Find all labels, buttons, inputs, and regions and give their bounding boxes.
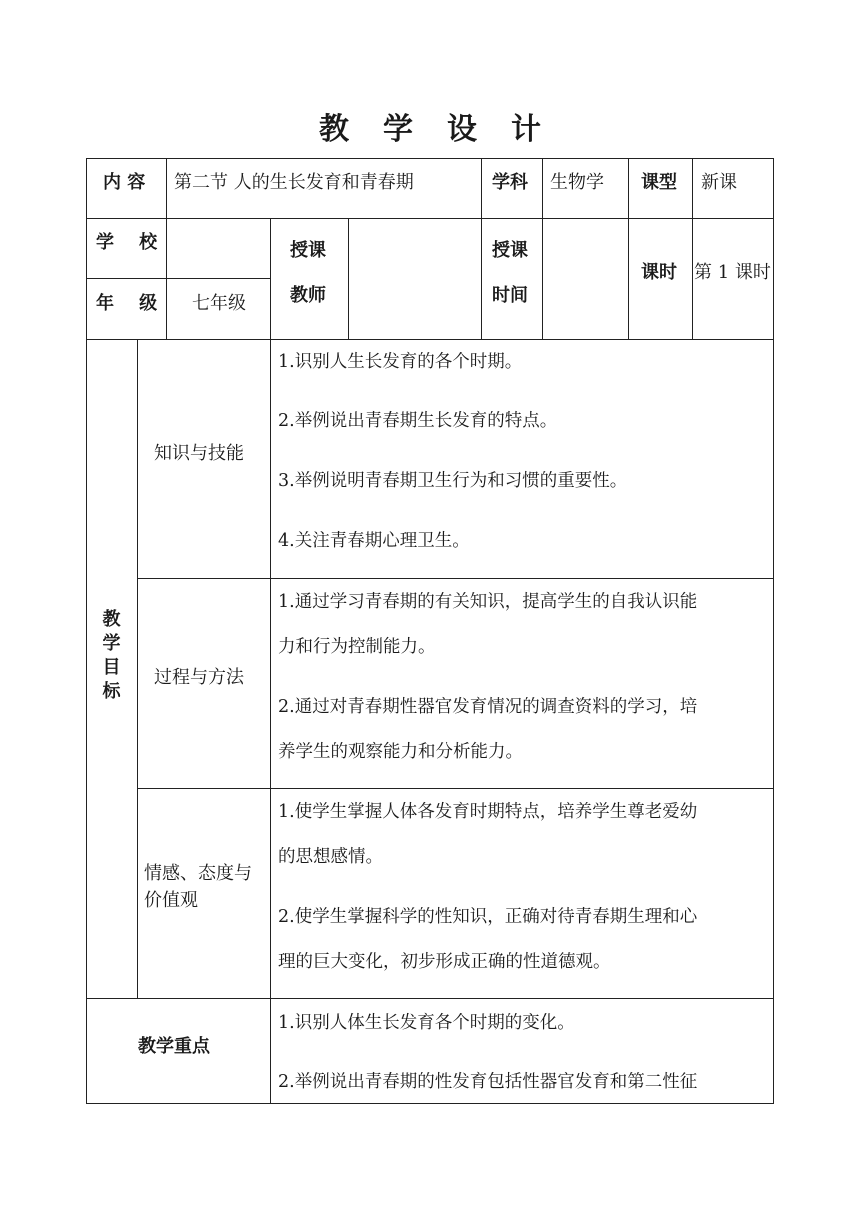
list-item: 3.举例说明青春期卫生行为和习惯的重要性。 — [278, 471, 628, 491]
page-title — [0, 104, 860, 148]
subject-label: 学科 — [492, 172, 528, 193]
text-line: 力和行为控制能力。 — [278, 637, 436, 657]
subject-value: 生物学 — [550, 172, 604, 193]
content-value: 第二节 人的生长发育和青春期 — [174, 172, 414, 193]
list-item: 4.关注青春期心理卫生。 — [278, 531, 470, 551]
school-label: 学 校 — [96, 232, 158, 253]
teacher-label-line2: 教师 — [290, 285, 326, 306]
text-line: 2.举例说出青春期的性发育包括性器官发育和第二性征 — [278, 1072, 698, 1092]
text-line: 2.使学生掌握科学的性知识，正确对待青春期生理和心 — [278, 907, 698, 927]
grade-value: 七年级 — [192, 293, 246, 314]
text-line: 2.通过对青春期性器官发育情况的调查资料的学习，培 — [278, 697, 698, 717]
objectives-label-char: 目 — [102, 657, 121, 678]
objectives-label — [86, 608, 137, 704]
grade-label: 年 级 — [96, 293, 158, 314]
title-char: 设 — [447, 112, 477, 147]
objectives-label-char: 学 — [102, 633, 121, 654]
text-line: 1.通过学习青春期的有关知识，提高学生的自我认识能 — [278, 592, 698, 612]
period-value: 第 1 课时 — [694, 262, 771, 283]
title-char: 教 — [319, 112, 349, 147]
objectives-label-char: 标 — [102, 681, 121, 702]
list-item: 1.识别人生长发育的各个时期。 — [278, 352, 523, 372]
teacher-label-line1: 授课 — [290, 240, 326, 261]
time-label-line2: 时间 — [492, 285, 528, 306]
time-label-line1: 授课 — [492, 240, 528, 261]
objectives-label-char: 教 — [102, 609, 121, 630]
list-item: 2.举例说出青春期生长发育的特点。 — [278, 411, 558, 431]
text-line: 养学生的观察能力和分析能力。 — [278, 742, 523, 762]
title-char: 计 — [511, 112, 541, 147]
text-line: 1.识别人体生长发育各个时期的变化。 — [278, 1013, 575, 1033]
attitude-label-line1: 情感、态度与 — [144, 863, 252, 884]
text-line: 1.使学生掌握人体各发育时期特点，培养学生尊老爱幼 — [278, 802, 698, 822]
text-line: 理的巨大变化，初步形成正确的性道德观。 — [278, 952, 611, 972]
key-points-label: 教学重点 — [138, 1036, 210, 1057]
text-line: 的思想感情。 — [278, 847, 383, 867]
content-label: 内 容 — [103, 172, 146, 193]
period-label: 课时 — [641, 262, 677, 283]
lesson-plan-table — [86, 158, 774, 1104]
knowledge-label: 知识与技能 — [154, 443, 244, 464]
attitude-label-line2: 价值观 — [144, 890, 198, 911]
title-char: 学 — [383, 112, 413, 147]
type-label: 课型 — [641, 172, 677, 193]
process-label: 过程与方法 — [154, 667, 244, 688]
type-value: 新课 — [701, 172, 737, 193]
